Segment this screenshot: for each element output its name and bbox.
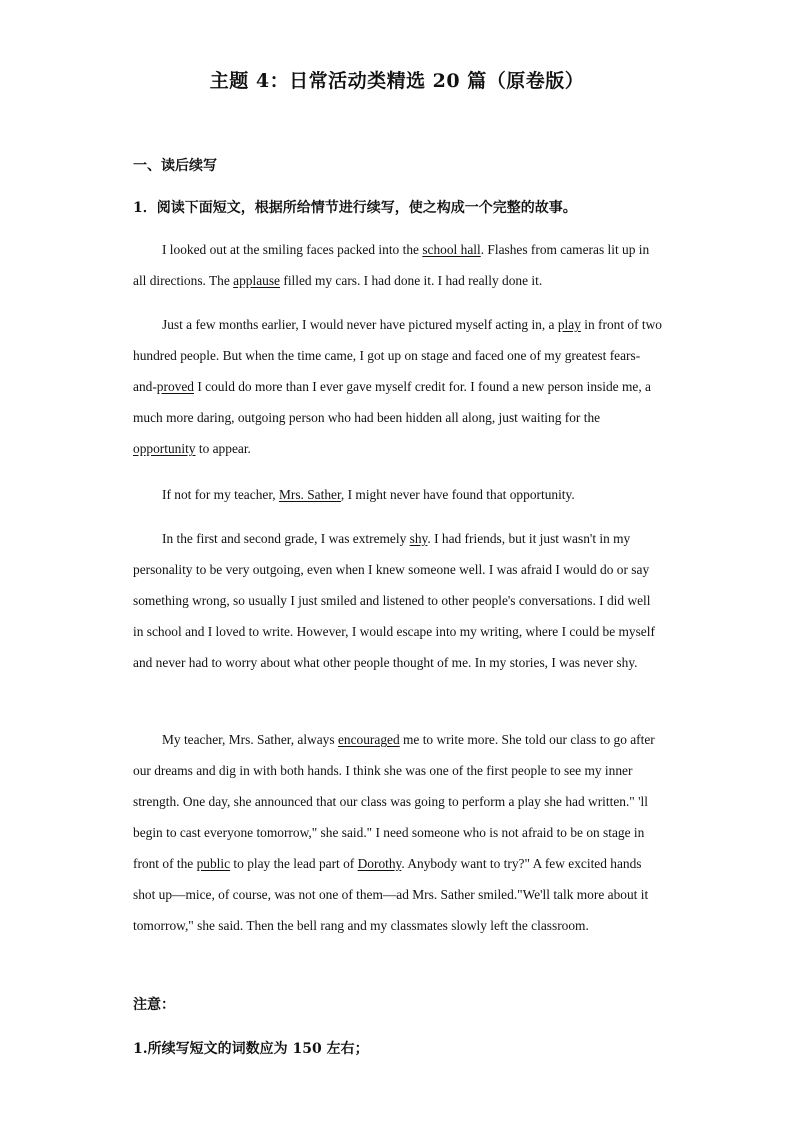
underlined-word: play <box>557 317 581 332</box>
underlined-word: proved <box>156 379 194 394</box>
paragraph <box>133 234 663 296</box>
paragraph-text: in front of two hundred people. But when the time came, I got up on stage and faced one of my greatest fears-and- <box>133 317 662 394</box>
paragraph <box>133 479 663 510</box>
paragraph-text: , I might never have found that opportunity. <box>340 487 575 502</box>
paragraph-text: In the first and second grade, I was extremely <box>162 531 410 546</box>
underlined-word: encouraged <box>337 732 400 747</box>
underlined-word: Mrs. Sather <box>278 487 341 502</box>
underlined-word: Dorothy <box>357 856 402 871</box>
underlined-word: applause <box>233 273 281 288</box>
paragraph-text: If not for my teacher, <box>162 487 279 502</box>
underlined-word: shy <box>409 531 428 546</box>
paragraph-text: filled my cars. I had done it. I had really done it. <box>280 273 543 288</box>
paragraph-text: . I had friends, but it just wasn't in my personality to be very outgoing, even when I knew someone well. I was afraid I would do or say something wrong, so usually I just smiled and listened to other people's conversations. I did well in school and I loved to write. However, I would escape into my writing, where I could be myself and never had to worry about what other people thought of me. In my stories, I was never shy. <box>133 531 655 670</box>
underlined-word: public <box>196 856 231 871</box>
document-title: 主题 4：日常活动类精选 20 篇（原卷版） <box>209 70 585 92</box>
paragraph-text: I could do more than I ever gave myself credit for. I found a new person inside me, a much more daring, outgoing person who had been hidden all along, just waiting for the <box>133 379 651 425</box>
paragraph-text: . Flashes from cameras lit up in all directions. The <box>133 242 650 288</box>
section-heading: 一、读后续写 <box>133 158 217 174</box>
paragraph-text: My teacher, Mrs. Sather, always <box>162 732 338 747</box>
underlined-word: school hall <box>422 242 481 257</box>
underlined-word: opportunity <box>133 441 196 456</box>
note-heading: 注意： <box>133 997 175 1013</box>
paragraph-text: to appear. <box>195 441 251 456</box>
note-item: 1.所续写短文的词数应为 150 左右； <box>133 1041 369 1057</box>
paragraph <box>133 523 663 678</box>
paragraph-text: to play the lead part of <box>230 856 358 871</box>
paragraph-text: . Anybody want to try?" A few excited hands shot up—mice, of course, was not one of them—ad Mrs. Sather smiled."We'll talk more about it tomorrow," she said. Then the bell rang and my classmates slowly left the classroom. <box>133 856 649 933</box>
task-instruction: 1．阅读下面短文，根据所给情节进行续写，使之构成一个完整的故事。 <box>133 200 577 216</box>
paragraph <box>133 724 663 941</box>
paragraph-text: me to write more. She told our class to go after our dreams and dig in with both hands. I think she was one of the first people to see my inner strength. One day, she announced that our class was going to perform a play she had written." 'll begin to cast everyone tomorrow," she said." I need someone who is not afraid to be on stage in front of the <box>133 732 655 871</box>
paragraph <box>133 309 663 464</box>
paragraph-text: Just a few months earlier, I would never have pictured myself acting in, a <box>162 317 558 332</box>
paragraph-text: I looked out at the smiling faces packed into the <box>162 242 423 257</box>
